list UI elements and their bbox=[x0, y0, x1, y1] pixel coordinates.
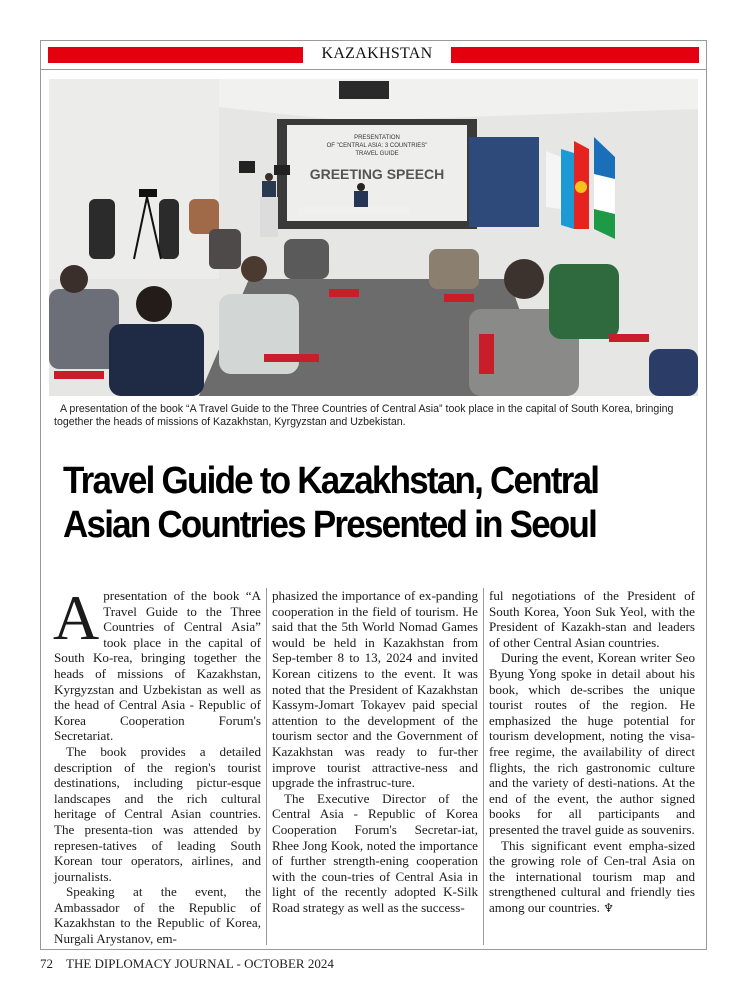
drop-cap: A bbox=[53, 582, 100, 653]
article-frame bbox=[40, 40, 707, 950]
event-photo bbox=[49, 79, 698, 396]
end-of-article-icon: ♆ bbox=[603, 900, 614, 915]
paragraph: ful negotiations of the President of South Korea, Yoon Suk Yeol, with the President of Kazakh-stan and leaders of other Central Asian countries. bbox=[489, 588, 695, 650]
screen-title-line1: PRESENTATION bbox=[354, 135, 400, 141]
article-column-3 bbox=[483, 588, 700, 945]
paragraph: The book provides a detailed description of the region's tourist destinations, including pictur-esque landscapes and the rich cultural heritage of Central Asian countries. The presenta-tion was attended by represen-tatives of leading South Korean tour operators, airlines, and journalists. bbox=[54, 743, 261, 884]
section-label: KAZAKHSTAN bbox=[321, 45, 433, 62]
section-rule-left bbox=[48, 47, 303, 63]
event-photo-illustration bbox=[49, 79, 698, 396]
paragraph: The Executive Director of the Central Asia - Republic of Korea Cooperation Forum's Secretar-iat, Rhee Jong Kook, noted the importance of further strength-ening cooperation with the coun-tries of Central Asia in light of the recently adopted K-Silk Road strategy as well as the success- bbox=[272, 790, 478, 915]
publication-name: THE DIPLOMACY JOURNAL - OCTOBER 2024 bbox=[66, 956, 334, 971]
page-number: 72 bbox=[40, 956, 53, 971]
paragraph: During the event, Korean writer Seo Byung Yong spoke in detail about his book, which de-scribes the unique tourist routes of the region. He emphasized the huge potential for tourism development, noting the visa-free regime, the availability of direct flights, the rich gastronomic culture and the variety of desti-nations. At the end of the event, the author signed books for all participants and presented the travel guide as souvenirs. bbox=[489, 650, 695, 837]
section-header bbox=[41, 41, 706, 70]
paragraph: Speaking at the event, the Ambassador of the Republic of Kazakhstan to the Republic of Korea, Nurgali Arystanov, em- bbox=[54, 884, 261, 947]
section-rule-right bbox=[451, 47, 699, 63]
paragraph-text: This significant event empha-sized the growing role of Cen-tral Asia on the international tourism map and strengthened cultural and friendly ties among our countries. bbox=[489, 837, 695, 915]
photo-caption: A presentation of the book “A Travel Guide to the Three Countries of Central Asia” took place in the capital of South Korea, bringing together the heads of missions of Kazakhstan, Kyrgyzstan and Uzbekistan. bbox=[54, 403, 674, 428]
article-headline: Travel Guide to Kazakhstan, Central Asian Countries Presented in Seoul bbox=[63, 460, 599, 546]
screen-title-line3: TRAVEL GUIDE bbox=[355, 151, 399, 157]
paragraph: phasized the importance of ex-panding cooperation in the field of tourism. He said that the 5th World Nomad Games would be held in Kazakhstan from Sep-tember 8 to 13, 2024 and invited Korean citizens to the event. It was noted that the President of Kazakhstan Kassym-Jomart Tokayev paid special attention to the development of the tourism sector and the Government of Kazakhstan was ready to fur-ther improve tourist attractive-ness and upgrade the infrastruc-ture. bbox=[272, 588, 478, 791]
page-footer bbox=[40, 956, 334, 972]
paragraph bbox=[489, 838, 695, 917]
article-body bbox=[49, 582, 700, 947]
article-column-2 bbox=[266, 588, 483, 945]
screen-heading: GREETING SPEECH bbox=[309, 166, 445, 182]
paragraph bbox=[53, 582, 261, 744]
paragraph-text: presentation of the book “A Travel Guide to the Three Countries of Central Asia” took place in the capital of South Ko-rea, bringing together the heads of missions of Kazakhstan, Kyrgyzstan and Uzbekistan as well as the head of Central Asia - Republic of Korea Cooperation Forum's Secretariat. bbox=[54, 588, 261, 744]
article-column-1 bbox=[49, 582, 266, 947]
screen-title-line2: OF "CENTRAL ASIA: 3 COUNTRIES" bbox=[326, 143, 428, 149]
